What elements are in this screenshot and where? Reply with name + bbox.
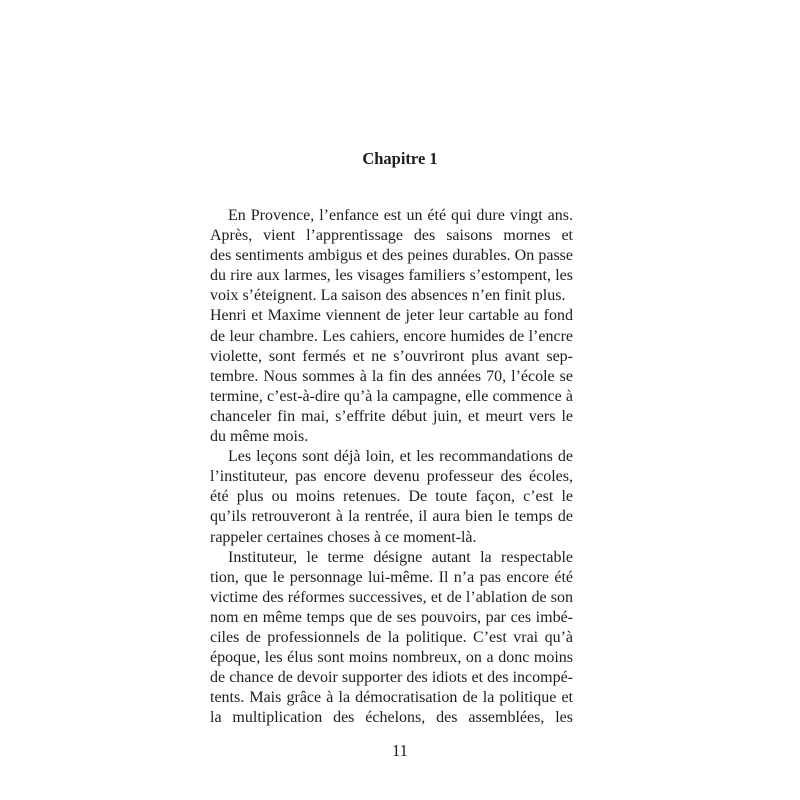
text-line: de chance de devoir supporter des idiots et des incompé-	[210, 669, 573, 687]
text-line: chanceler fin mai, s’effrite début juin, et meurt vers le	[210, 407, 573, 425]
text-line: Instituteur, le terme désigne autant la respectable	[228, 548, 573, 566]
paragraph	[210, 548, 573, 729]
text-line: du même mois.	[210, 428, 309, 446]
text-line: Les leçons sont déjà loin, et les recommandations de	[228, 448, 573, 466]
page-number: 11	[392, 741, 408, 760]
text-line: tents. Mais grâce à la démocratisation de la politique et	[210, 689, 573, 707]
text-line: du rire aux larmes, les visages familiers s’estompent, les	[210, 267, 573, 285]
text-line: violette, sont fermés et ne s’ouvriront plus avant sep-	[210, 347, 573, 365]
chapter-title: Chapitre 1	[362, 149, 438, 168]
text-line: tembre. Nous sommes à la fin des années 70, l’école se	[210, 367, 573, 385]
text-line: la multiplication des échelons, des assemblées, les	[210, 709, 573, 727]
text-line: nom en même temps que de ses pouvoirs, par ces imbé-	[210, 608, 573, 626]
text-line: ciles de professionnels de la politique. C’est vrai qu’à	[210, 628, 573, 646]
text-line: qu’ils retrouveront à la rentrée, il aura bien le temps de	[210, 508, 573, 526]
text-line: victime des réformes successives, et de l’ablation de son	[210, 588, 573, 606]
text-line: de leur chambre. Les cahiers, encore humides de l’encre	[210, 327, 573, 345]
text-line: époque, les élus sont moins nombreux, on a donc moins	[210, 649, 573, 667]
text-line: rappeler certaines choses à ce moment-là.	[210, 528, 477, 546]
text-line: En Provence, l’enfance est un été qui dure vingt ans.	[228, 207, 573, 224]
paragraph	[210, 206, 573, 306]
text-line: l’instituteur, pas encore devenu professeur des écoles,	[210, 468, 573, 486]
text-line: voix s’éteignent. La saison des absences n’en finit plus.	[210, 287, 566, 305]
text-line: Après, vient l’apprentissage des saisons mornes et	[210, 227, 573, 245]
body-text	[210, 206, 573, 728]
text-line: tion, que le personnage lui-même. Il n’a pas encore été	[210, 568, 573, 586]
text-line: des sentiments ambigus et des peines durables. On passe	[210, 247, 573, 265]
text-line: termine, c’est-à-dire qu’à la campagne, elle commence à	[210, 387, 573, 405]
paragraph	[210, 306, 573, 447]
text-line: été plus ou moins retenues. De toute façon, c’est le	[210, 488, 573, 506]
text-line: Henri et Maxime viennent de jeter leur cartable au fond	[210, 307, 573, 325]
paragraph	[210, 447, 573, 547]
